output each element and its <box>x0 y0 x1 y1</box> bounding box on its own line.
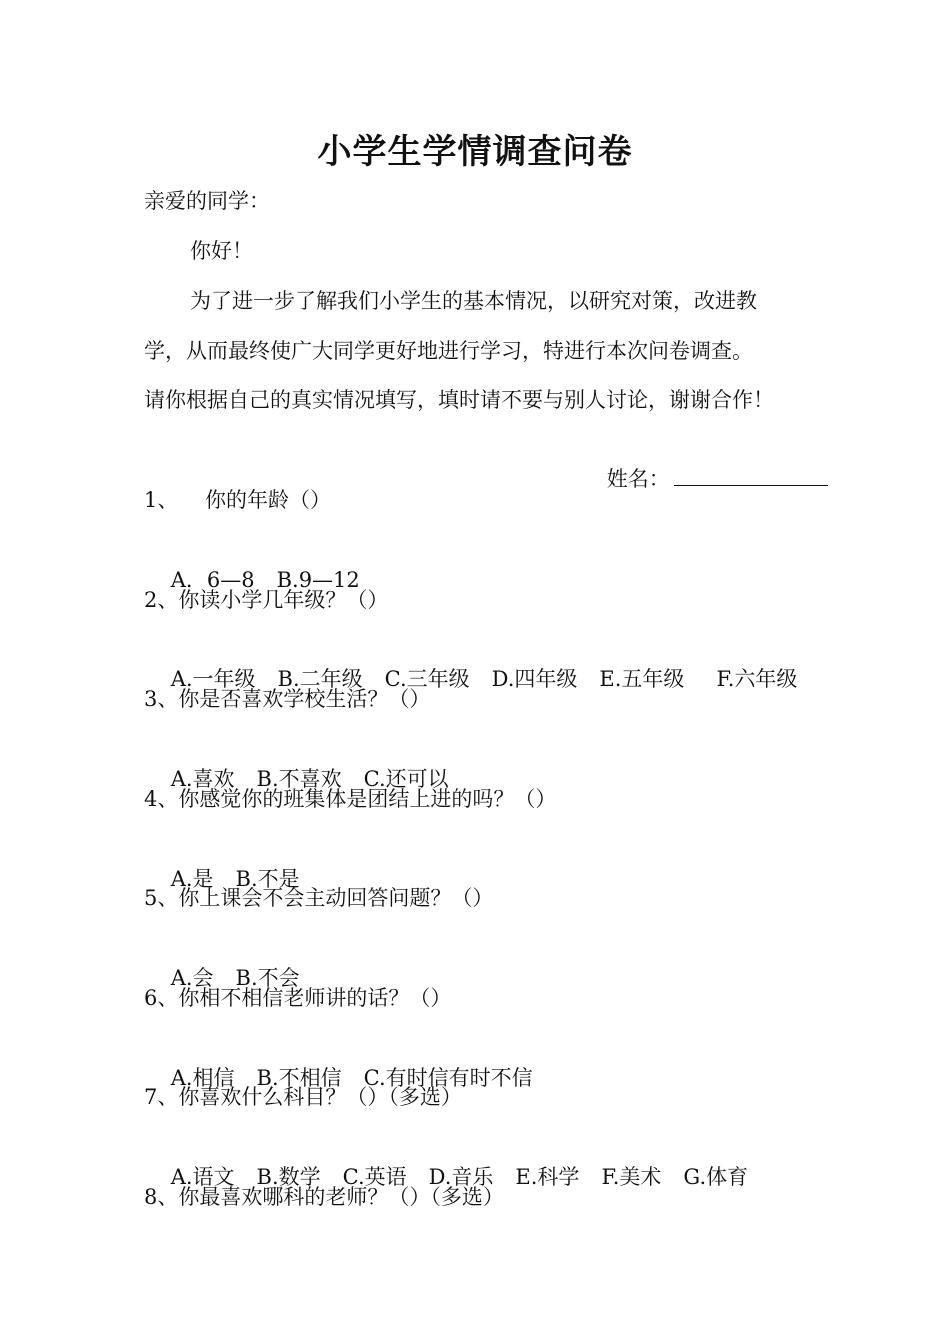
option: A.喜欢 <box>170 767 235 791</box>
intro-line-2: 学，从而最终使广大同学更好地进行学习，特进行本次问卷调查。 <box>144 339 753 363</box>
question-1: 1、 你的年龄（） <box>144 488 332 512</box>
option: D.四年级 <box>491 667 578 691</box>
option: A.语文 <box>170 1165 235 1189</box>
question-8: 8、你最喜欢哪科的老师？（）（多选） <box>144 1185 504 1209</box>
question-7: 7、你喜欢什么科目？（）（多选） <box>144 1085 462 1109</box>
option: B.不是 <box>235 867 300 891</box>
option: G.体育 <box>683 1165 749 1189</box>
option: E.科学 <box>515 1165 580 1189</box>
intro-line-1: 为了进一步了解我们小学生的基本情况，以研究对策，改进教 <box>190 289 757 313</box>
option: D.音乐 <box>428 1165 494 1189</box>
option: A.是 <box>170 867 214 891</box>
option: C.有时信有时不信 <box>363 1066 533 1090</box>
question-4: 4、你感觉你的班集体是团结上进的吗？（） <box>144 787 557 811</box>
option: C.还可以 <box>363 767 449 791</box>
option: C.三年级 <box>384 667 470 691</box>
question-2: 2、你读小学几年级？（） <box>144 588 389 612</box>
option: F.六年级 <box>716 667 798 691</box>
option: B.9—12 <box>276 568 360 592</box>
question-3: 3、你是否喜欢学校生活？（） <box>144 687 431 711</box>
option: B.不会 <box>235 966 300 990</box>
hello-line: 你好！ <box>190 239 253 263</box>
option: F.美术 <box>601 1165 662 1189</box>
option: B.数学 <box>256 1165 321 1189</box>
name-field[interactable] <box>580 434 828 524</box>
option: B.二年级 <box>277 667 363 691</box>
option: A.一年级 <box>170 667 256 691</box>
question-5: 5、你上课会不会主动回答问题？（） <box>144 886 494 910</box>
option: E.五年级 <box>599 667 685 691</box>
document-title: 小学生学情调查问卷 <box>317 132 633 172</box>
intro-line-3: 请你根据自己的真实情况填写，填时请不要与别人讨论，谢谢合作！ <box>144 388 774 412</box>
option: B.不喜欢 <box>256 767 342 791</box>
option: C.英语 <box>342 1165 407 1189</box>
greeting: 亲爱的同学： <box>144 189 270 213</box>
option: A．6—8 <box>170 568 255 592</box>
option: A.会 <box>170 966 214 990</box>
option: A.相信 <box>170 1066 235 1090</box>
question-6: 6、你相不相信老师讲的话？（） <box>144 986 452 1010</box>
name-blank[interactable] <box>674 465 828 486</box>
option: B.不相信 <box>256 1066 342 1090</box>
name-label: 姓名： <box>606 467 670 491</box>
